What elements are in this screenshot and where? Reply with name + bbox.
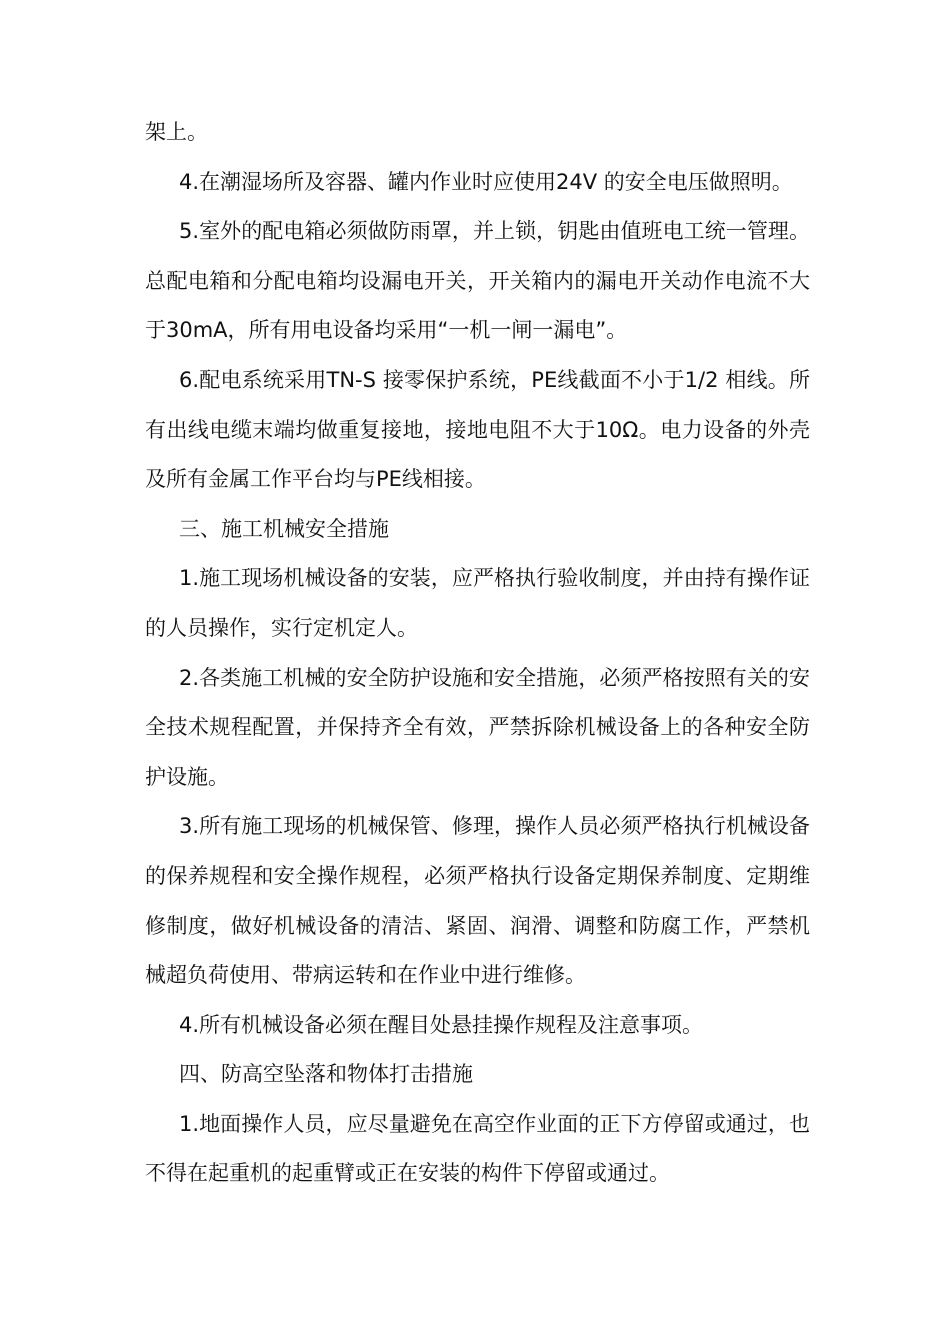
paragraph-machinery-item-4: 4.所有机械设备必须在醒目处悬挂操作规程及注意事项。 xyxy=(179,1012,704,1037)
paragraph-machinery-item-1: 1.施工现场机械设备的安装，应严格执行验收制度，并由持有操作证的人员操作，实行定机定人。 xyxy=(145,566,810,640)
paragraph-machinery-item-2: 2.各类施工机械的安全防护设施和安全措施，必须严格按照有关的安全技术规程配置，并保持齐全有效，严禁拆除机械设备上的各种安全防护设施。 xyxy=(145,665,810,789)
document-page xyxy=(145,108,810,1199)
paragraph-machinery-item-3: 3.所有施工现场的机械保管、修理，操作人员必须严格执行机械设备的保养规程和安全操作规程，必须严格执行设备定期保养制度、定期维修制度，做好机械设备的清洁、紧固、润滑、调整和防腐工作，严禁机械超负荷使用、带病运转和在作业中进行维修。 xyxy=(145,814,810,988)
paragraph-continuation: 架上。 xyxy=(145,120,208,144)
section-heading-machinery-safety: 三、施工机械安全措施 xyxy=(179,516,389,541)
paragraph-item-5-distribution-box: 5.室外的配电箱必须做防雨罩，并上锁，钥匙由值班电工统一管理。总配电箱和分配电箱均设漏电开关，开关箱内的漏电开关动作电流不大于30mA，所有用电设备均采用“一机一闸一漏电”。 xyxy=(145,219,810,343)
section-heading-fall-protection: 四、防高空坠落和物体打击措施 xyxy=(179,1062,473,1087)
paragraph-item-6-grounding-system: 6.配电系统采用TN-S 接零保护系统，PE线截面不小于1/2 相线。所有出线电缆末端均做重复接地，接地电阻不大于10Ω。电力设备的外壳及所有金属工作平台均与PE线相接。 xyxy=(145,367,810,492)
paragraph-fall-protection-item-1: 1.地面操作人员，应尽量避免在高空作业面的正下方停留或通过，也不得在起重机的起重臂或正在安装的构件下停留或通过。 xyxy=(145,1111,810,1186)
paragraph-item-4-lighting-voltage: 4.在潮湿场所及容器、罐内作业时应使用24V 的安全电压做照明。 xyxy=(179,169,793,194)
